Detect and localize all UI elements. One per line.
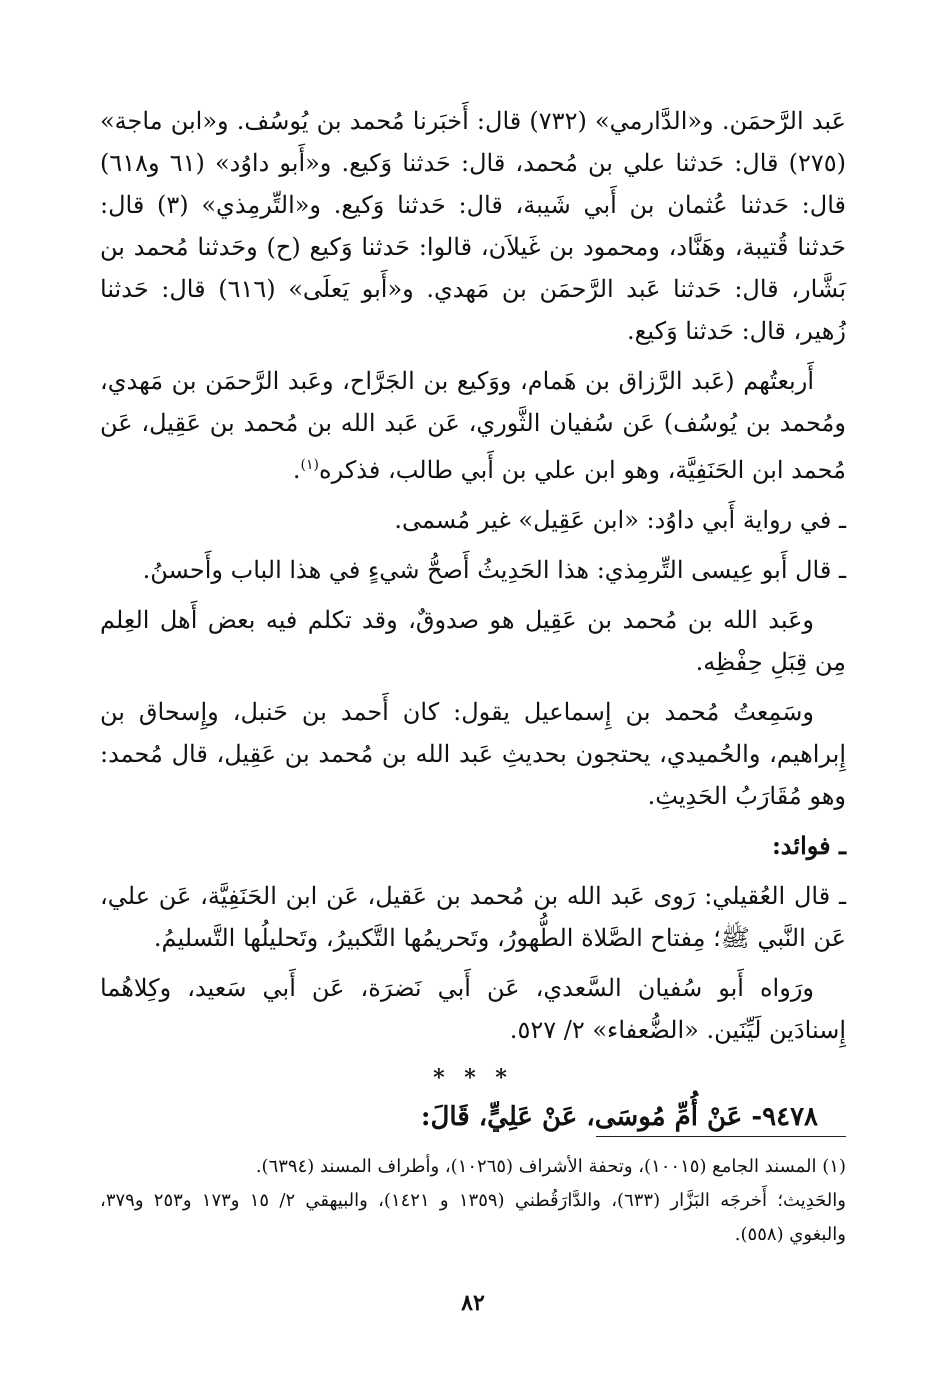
footnote-1-continued: والحَدِيث؛ أَخرجَه البَزَّار (٦٣٣)، والدَّارَقُطني (١٣٥٩ و ١٤٢١)، والبيهقي ٢/ ١٥ و١٧٣ و٢٥٣ و٣٧٩، والبغوي (٥٥٨). <box>100 1190 846 1245</box>
footnote-ref: (١) <box>300 457 319 473</box>
footnote-1: (١) المسند الجامع (١٠٠١٥)، وتحفة الأشراف (١٠٢٦٥)، وأطراف المسند (٦٣٩٤). <box>255 1156 846 1177</box>
section-separator: * * * <box>433 1065 513 1091</box>
paragraph-tirmidhi-note: ـ قال أَبو عِيسى التِّرمِذي: هذا الحَدِيثُ أَصحُّ شيءٍ في هذا الباب وأَحسنُ. <box>142 556 846 584</box>
section-heading-benefits: ـ فوائد: <box>771 831 846 860</box>
paragraph-sources: عَبد الرَّحمَن. و«الدَّارمي» (٧٣٢) قال: أَخبَرنا مُحمد بن يُوسُف. و«ابن ماجة» (٢٧٥) قال: حَدثنا علي بن مُحمد، قال: حَدثنا وَكيع. و«أَبو داوُد» (٦١ و٦١٨) قال: حَدثنا عُثمان بن أَبي شَيبة، قال: حَدثنا وَكيع. و«التِّرمِذي» (٣) قال: حَدثنا قُتيبة، وهَنَّاد، ومحمود بن غَيلاَن، قالوا: حَدثنا وَكيع (ح) وحَدثنا مُحمد بن بَشَّار، قال: حَدثنا عَبد الرَّحمَن بن مَهدي. و«أَبو يَعلَى» (٦١٦) قال: حَدثنا زُهير، قال: حَدثنا وَكيع. <box>100 107 846 345</box>
paragraph-abu-dawud-note: ـ في رواية أَبي داوُد: «ابن عَقِيل» غير مُسمى. <box>394 506 846 534</box>
paragraph-ibn-aqil: وعَبد الله بن مُحمد بن عَقِيل هو صدوقٌ، وقد تكلم فيه بعض أَهل العِلم مِن قِبَلِ حِفْظِه. <box>100 606 846 676</box>
hadith-heading: ٩٤٧٨- عَنْ أُمِّ مُوسَى، عَنْ عَلِيٍّ، قَالَ: <box>420 1102 818 1132</box>
paragraph-narrators-text: أَربعتُهم (عَبد الرَّزاق بن هَمام، ووَكيع بن الجَرَّاح، وعَبد الرَّحمَن بن مَهدي، ومُحمد بن يُوسُف) عَن سُفيان الثَّوري، عَن عَبد الله بن مُحمد بن عَقِيل، عَن مُحمد ابن الحَنَفِيَّة، وهو ابن علي بن أَبي طالب، فذكره <box>100 367 846 484</box>
paragraph-uqayli: ـ قال العُقيلي: رَوى عَبد الله بن مُحمد بن عَقيل، عَن ابن الحَنَفِيَّة، عَن علي، عَن النَّبي ﷺ؛ مِفتاح الصَّلاة الطُّهورُ، وتَحريمُها التَّكبيرُ، وتَحليلُها التَّسليمُ. <box>100 882 846 952</box>
footnote-divider <box>596 1136 846 1137</box>
main-text <box>100 100 846 1139</box>
paragraph-narrators <box>100 360 846 491</box>
paragraph-narrators-end: . <box>292 456 301 484</box>
footnotes <box>100 1150 846 1252</box>
paragraph-abu-sufyan: ورَواه أَبو سُفيان السَّعدي، عَن أَبي نَضرَة، عَن أَبي سَعيد، وكِلاهُما إِسنادَين لَيِّنَين. «الضُّعفاء» ٢/ ٥٢٧. <box>100 974 846 1044</box>
paragraph-bukhari-quote: وسَمِعتُ مُحمد بن إِسماعيل يقول: كان أَحمد بن حَنبل، وإِسحاق بن إِبراهيم، والحُميدي، يحتجون بحديثِ عَبد الله بن مُحمد بن عَقِيل، قال مُحمد: وهو مُقَارَبُ الحَدِيثِ. <box>100 698 846 810</box>
page-number: ٨٢ <box>461 1290 485 1316</box>
